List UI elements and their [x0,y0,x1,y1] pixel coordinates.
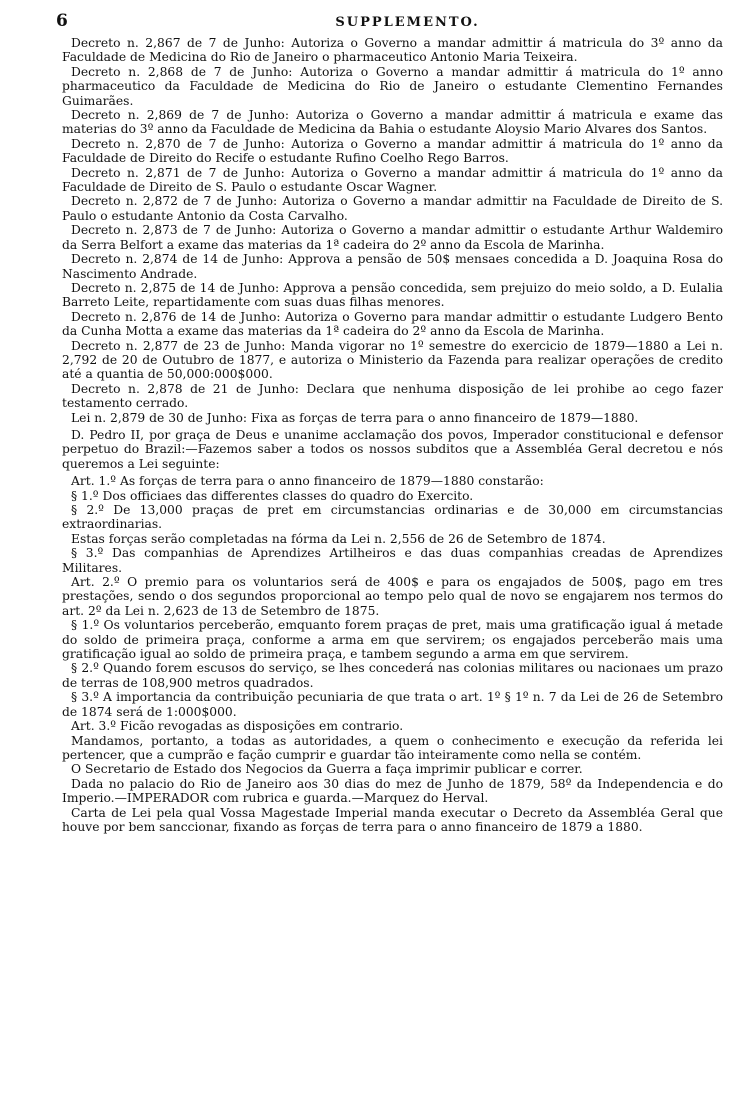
enactment-clause: Mandamos, portanto, a todas as autoridades, a quem o conhecimento e execução da referida lei pertencer, que a cumprão e fação cumprir e guardar tão inteiramente como nella se contém. [62,733,723,762]
secretary-clause: O Secretario de Estado dos Negocios da Guerra a faça imprimir publicar e correr. [71,762,583,777]
article-1: Art. 1.º As forças de terra para o anno financeiro de 1879—1880 constarão: [71,474,544,489]
article-3: Art. 3.º Ficão revogadas as disposições em contrario. [71,719,404,734]
decree-2869: Decreto n. 2,869 de 7 de Junho: Autoriza o Governo a mandar admittir á matricula e exame das materias do 3º anno da Faculdade de Medicina da Bahia o estudante Aloysio Mario Alvares dos Santos. [62,108,723,137]
article-2-paragraph-3: § 3.º A importancia da contribuição pecuniaria de que trata o art. 1º § 1º n. 7 da Lei de 26 de Setembro de 1874 será de 1:000$000. [62,690,723,719]
article-2-paragraph-2: § 2.º Quando forem escusos do serviço, se lhes concederá nas colonias militares ou nacionaes um prazo de terras de 108,900 metros quadrados. [62,661,723,690]
dating-clause: Dada no palacio do Rio de Janeiro aos 30 dias do mez de Junho de 1879, 58º da Independencia e do Imperio.—IMPERADOR com rubrica e guarda.—Marquez do Herval. [62,776,723,806]
article-1-paragraph-2: § 2.º De 13,000 praças de pret em circumstancias ordinarias e de 30,000 em circumstancias extraordinarias. [62,503,723,532]
decree-2868: Decreto n. 2,868 de 7 de Junho: Autoriza o Governo a mandar admittir á matricula do 1º anno pharmaceutico da Faculdade de Medicina do Rio de Janeiro o estudante Clementino Fernandes Guimarães. [62,64,723,108]
page-header: 6 SUPPLEMENTO. [62,14,723,36]
decree-2873: Decreto n. 2,873 de 7 de Junho: Autoriza o Governo a mandar admittir o estudante Arthur Waldemiro da Serra Belfort a exame das materias da 1ª cadeira do 2º anno da Escola de Marinha. [62,223,723,252]
decree-2871: Decreto n. 2,871 de 7 de Junho: Autoriza o Governo a mandar admittir á matricula do 1º anno da Faculdade de Direito de S. Paulo o estudante Oscar Wagner. [62,165,723,195]
article-2: Art. 2.º O premio para os voluntarios será de 400$ e para os engajados de 500$, pago em tres prestações, sendo o dos segundos proporcional ao tempo pelo qual de novo se engajarem nos termos do art. 2º da Lei n. 2,623 de 13 de Setembro de 1875. [62,575,723,618]
decree-2867: Decreto n. 2,867 de 7 de Junho: Autoriza o Governo a mandar admittir á matricula do 3º anno da Faculdade de Medicina do Rio de Janeiro o pharmaceutico Antonio Maria Teixeira. [62,36,723,65]
decree-2878: Decreto n. 2,878 de 21 de Junho: Declara que nenhuma disposição de lei prohibe ao cego fazer testamento cerrado. [62,381,723,411]
article-2-paragraph-1: § 1.º Os voluntarios perceberão, emquanto forem praças de pret, mais uma gratificação igual á metade do soldo de primeira praça, conforme a arma em que servirem; os engajados perceberão mais uma gratificação igual ao soldo de primeira praça, e tambem segundo a arma em que servirem. [62,618,723,662]
law-2879-title: Lei n. 2,879 de 30 de Junho: Fixa as forças de terra para o anno financeiro de 1879—1880. [71,410,639,425]
decree-2872: Decreto n. 2,872 de 7 de Junho: Autoriza o Governo a mandar admittir na Faculdade de Direito de S. Paulo o estudante Antonio da Costa Carvalho. [62,194,723,223]
carta-de-lei: Carta de Lei pela qual Vossa Magestade Imperial manda executar o Decreto da Assembléa Geral que houve por bem sanccionar, fixando as forças de terra para o anno financeiro de 1879 a 1880. [62,805,723,834]
law-preamble: D. Pedro II, por graça de Deus e unanime acclamação dos povos, Imperador constitucional e defensor perpetuo do Brazil:—Fazemos saber a todos os nossos subditos que a Assembléa Geral decretou e nós queremos a Lei seguinte: [62,427,723,471]
article-1-paragraph-3: § 3.º Das companhias de Aprendizes Artilheiros e das duas companhias creadas de Aprendizes Militares. [62,546,723,575]
decree-2875: Decreto n. 2,875 de 14 de Junho: Approva a pensão concedida, sem prejuizo do meio soldo, a D. Eulalia Barreto Leite, repartidamente com suas duas filhas menores. [62,280,723,310]
decree-2877: Decreto n. 2,877 de 23 de Junho: Manda vigorar no 1º semestre do exercicio de 1879—1880 a Lei n. 2,792 de 20 de Outubro de 1877, e autoriza o Ministerio da Fazenda para realizar operações de credito até a quantia de 50,000:000$000. [62,338,723,382]
decree-2874: Decreto n. 2,874 de 14 de Junho: Approva a pensão de 50$ mensaes concedida a D. Joaquina Rosa do Nascimento Andrade. [62,252,723,281]
article-1-paragraph-1: § 1.º Dos officiaes das differentes classes do quadro do Exercito. [71,488,474,503]
decree-2870: Decreto n. 2,870 de 7 de Junho: Autoriza o Governo a mandar admittir á matricula do 1º anno da Faculdade de Direito do Recife o estudante Rufino Coelho Rego Barros. [62,136,723,166]
decree-2876: Decreto n. 2,876 de 14 de Junho: Autoriza o Governo para mandar admittir o estudante Ludgero Bento da Cunha Motta a exame das materias da 1ª cadeira do 2º anno da Escola de Marinha. [62,309,723,339]
article-1-paragraph-2-note: Estas forças serão completadas na fórma da Lei n. 2,556 de 26 de Setembro de 1874. [71,531,606,546]
running-title: SUPPLEMENTO. [335,15,480,30]
